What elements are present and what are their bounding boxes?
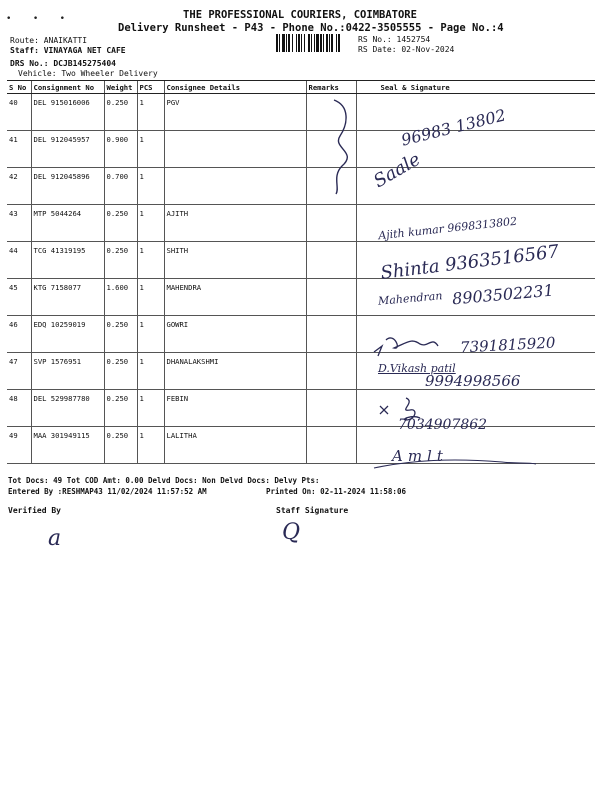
table-row [7, 390, 595, 427]
row-sno: 48 [7, 390, 31, 427]
row-pcs: 1 [137, 353, 164, 390]
remarks-brace-mark [328, 96, 368, 196]
col-header: Weight [104, 81, 137, 94]
handwritten-sign-44: Shinta 9363516567 [379, 241, 561, 284]
entered-by: Entered By :RESHMAP43 11/02/2024 11:57:52 AM [8, 487, 207, 496]
col-header: Seal & Signature [356, 81, 595, 94]
row-pcs: 1 [137, 205, 164, 242]
handwritten-phone-41: 96983 13802 [399, 105, 508, 150]
row-weight: 0.250 [104, 427, 137, 464]
row-weight: 0.250 [104, 242, 137, 279]
col-header: Consignee Details [164, 81, 306, 94]
scan-dots: • • • [6, 14, 74, 24]
row-sno: 40 [7, 94, 31, 131]
row-remarks [306, 353, 356, 390]
row-pcs: 1 [137, 279, 164, 316]
row-remarks [306, 316, 356, 353]
table-row [7, 168, 595, 205]
row-weight: 0.250 [104, 316, 137, 353]
row-sno: 49 [7, 427, 31, 464]
verified-by-label: Verified By [8, 506, 61, 515]
row-consignment-no: KTG 7158077 [31, 279, 104, 316]
row-sno: 42 [7, 168, 31, 205]
table-row [7, 131, 595, 168]
row-consignment-no: TCG 41319195 [31, 242, 104, 279]
row-weight: 0.900 [104, 131, 137, 168]
table-header-row [7, 81, 595, 94]
row-consignee: DHANALAKSHMI [164, 353, 306, 390]
row-consignment-no: DEL 912045896 [31, 168, 104, 205]
col-header: Remarks [306, 81, 356, 94]
row-consignee: SHITH [164, 242, 306, 279]
row-pcs: 1 [137, 316, 164, 353]
staff-label: Staff: VINAYAGA NET CAFE [10, 46, 126, 55]
staff-signature-label: Staff Signature [276, 506, 349, 515]
handwritten-stroke-49 [372, 452, 542, 472]
handwritten-name-45: Mahendran [377, 289, 443, 308]
rs-date: RS Date: 02-Nov-2024 [358, 45, 455, 54]
row-pcs: 1 [137, 168, 164, 205]
row-consignee: MAHENDRA [164, 279, 306, 316]
handwritten-sign-49: Amlt [392, 447, 448, 465]
row-remarks [306, 427, 356, 464]
col-header: S No [7, 81, 31, 94]
row-consignment-no: MTP 5044264 [31, 205, 104, 242]
col-header: PCS [137, 81, 164, 94]
barcode-image [276, 34, 348, 52]
row-weight: 0.250 [104, 205, 137, 242]
row-sno: 41 [7, 131, 31, 168]
row-pcs: 1 [137, 131, 164, 168]
staff-signature-mark: Q [282, 520, 301, 545]
handwritten-sign-42: Saale [370, 148, 425, 193]
company-title: THE PROFESSIONAL COURIERS, COIMBATORE [183, 9, 417, 21]
row-weight: 0.250 [104, 353, 137, 390]
vehicle-label: Vehicle: Two Wheeler Delivery [18, 69, 158, 78]
row-consignment-no: SVP 1576951 [31, 353, 104, 390]
route-label: Route: ANAIKATTI [10, 36, 88, 45]
row-sno: 45 [7, 279, 31, 316]
row-consignee: FEBIN [164, 390, 306, 427]
handwritten-sign-43: Ajith kumar 9698313802 [377, 214, 518, 243]
row-remarks [306, 242, 356, 279]
row-pcs: 1 [137, 390, 164, 427]
table-row [7, 94, 595, 131]
col-header: Consignment No [31, 81, 104, 94]
handwritten-phone-47: 9994998566 [425, 372, 521, 390]
runsheet-title: Delivery Runsheet - P43 - Phone No.:0422-3505555 - Page No.:4 [118, 22, 504, 34]
row-consignee: AJITH [164, 205, 306, 242]
row-consignee [164, 168, 306, 205]
handwritten-name-47: D.Vikash patil [378, 362, 456, 375]
printed-on: Printed On: 02-11-2024 11:58:06 [266, 487, 406, 496]
row-pcs: 1 [137, 94, 164, 131]
row-sno: 43 [7, 205, 31, 242]
row-sno: 47 [7, 353, 31, 390]
row-sno: 46 [7, 316, 31, 353]
row-consignment-no: DEL 529987780 [31, 390, 104, 427]
row-remarks [306, 390, 356, 427]
row-weight: 0.250 [104, 390, 137, 427]
rs-number: RS No.: 1452754 [358, 35, 431, 44]
row-consignment-no: DEL 915016006 [31, 94, 104, 131]
row-weight: 1.600 [104, 279, 137, 316]
row-remarks [306, 279, 356, 316]
row-consignee: PGV [164, 94, 306, 131]
verified-by-mark: a [48, 526, 62, 551]
handwritten-phone-48: 7034907862 [398, 417, 488, 433]
runsheet-table [7, 80, 595, 464]
row-consignee: GOWRI [164, 316, 306, 353]
drs-label: DRS No.: DCJB145275404 [10, 59, 116, 68]
row-consignee: LALITHA [164, 427, 306, 464]
row-consignment-no: EDQ 10259019 [31, 316, 104, 353]
row-consignee [164, 131, 306, 168]
row-pcs: 1 [137, 427, 164, 464]
handwritten-scribble-46 [372, 330, 462, 360]
row-remarks [306, 205, 356, 242]
handwritten-phone-45: 8903502231 [451, 280, 555, 309]
row-pcs: 1 [137, 242, 164, 279]
row-consignment-no: DEL 912045957 [31, 131, 104, 168]
row-weight: 0.250 [104, 94, 137, 131]
totals-line: Tot Docs: 49 Tot COD Amt: 0.00 Delvd Docs: Non Delvd Docs: Delvy Pts: [8, 476, 320, 485]
row-sno: 44 [7, 242, 31, 279]
row-consignment-no: MAA 301949115 [31, 427, 104, 464]
row-weight: 0.700 [104, 168, 137, 205]
handwritten-phone-46: 7391815920 [459, 333, 556, 357]
